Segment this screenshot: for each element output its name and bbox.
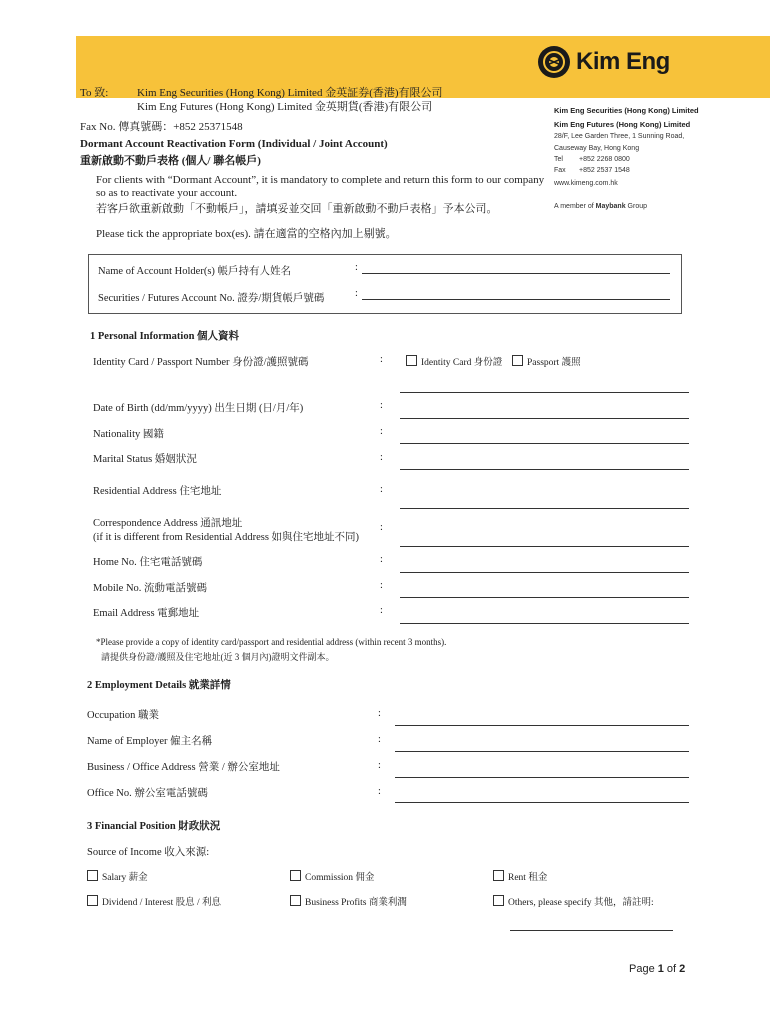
fax-number: Fax No. 傳真號碼：+852 25371548 [80,121,243,133]
mobile-number-label: Mobile No. 流動電話號碼 [93,583,208,594]
tick-instruction: Please tick the appropriate box(es). 請在適當的空格內加上剔號。 [96,228,397,240]
marital-status-label: Marital Status 婚姻狀況 [93,454,197,465]
email-label: Email Address 電郵地址 [93,608,200,619]
intro-line-2: so as to reactivate your account. [96,187,238,199]
passport-checkbox[interactable] [512,355,523,366]
page-number: Page 1 of 2 [629,963,686,975]
nationality-field[interactable] [400,443,689,444]
residential-address-field[interactable] [400,508,689,509]
income-source-label: Source of Income 收入來源: [87,847,210,858]
correspondence-address-note: (if it is different from Residential Address 如與住宅地址不同) [93,532,360,543]
dividend-checkbox[interactable] [87,895,98,906]
home-number-label: Home No. 住宅電話號碼 [93,557,203,568]
id-copy-note-zh: 請提供身份證/護照及住宅地址(近 3 個月內)證明文件副本。 [101,652,335,662]
correspondence-address-colon: : [380,522,383,533]
commission-option: Commission 佣金 [305,873,375,883]
company-name-1: Kim Eng Securities (Hong Kong) Limited [554,106,699,115]
section-2-heading: 2 Employment Details 就業詳情 [87,680,231,691]
employer-colon: : [378,734,381,745]
office-number-field[interactable] [395,802,689,803]
company-tel-label: Tel [554,156,563,163]
residential-address-colon: : [380,484,383,495]
others-checkbox[interactable] [493,895,504,906]
mobile-number-colon: : [380,580,383,591]
account-number-colon: : [355,288,358,299]
form-title-zh: 重新啟動不動戶表格 (個人/ 聯名帳戶) [80,155,261,167]
correspondence-address-field[interactable] [400,546,689,547]
correspondence-address-label: Correspondence Address 通訊地址 [93,518,243,529]
intro-line-3: 若客戶欲重新啟動「不動帳戶」，請填妥並交回「重新啟動不動戶表格」予本公司。 [96,203,498,215]
email-field[interactable] [400,623,689,624]
dob-label: Date of Birth (dd/mm/yyyy) 出生日期 (日/月/年) [93,403,304,414]
id-number-label: Identity Card / Passport Number 身份證/護照號碼 [93,357,309,368]
account-holder-label: Name of Account Holder(s) 帳戶持有人姓名 [98,266,292,277]
employer-label: Name of Employer 僱主名稱 [87,736,213,747]
account-holder-field[interactable] [362,273,670,274]
company-website[interactable]: www.kimeng.com.hk [554,180,618,187]
office-number-label: Office No. 辦公室電話號碼 [87,788,208,799]
business-address-field[interactable] [395,777,689,778]
business-profits-checkbox[interactable] [290,895,301,906]
dividend-option: Dividend / Interest 股息 / 利息 [102,898,221,908]
dob-colon: : [380,400,383,411]
intro-line-1: For clients with “Dormant Account”, it is mandatory to complete and return this form to our company [96,174,545,186]
home-number-field[interactable] [400,572,689,573]
business-address-colon: : [378,760,381,771]
kim-eng-logo [538,44,688,80]
occupation-colon: : [378,708,381,719]
company-fax: +852 2537 1548 [579,167,630,174]
form-title-en: Dormant Account Reactivation Form (Individual / Joint Account) [80,138,388,150]
salary-option: Salary 薪金 [102,873,148,883]
company-address-2: Causeway Bay, Hong Kong [554,145,640,152]
nationality-label: Nationality 國籍 [93,429,164,440]
nationality-colon: : [380,426,383,437]
salary-checkbox[interactable] [87,870,98,881]
dob-field[interactable] [400,418,689,419]
to-line-1: Kim Eng Securities (Hong Kong) Limited 金英証券(香港)有限公司 [137,87,443,99]
marital-status-colon: : [380,452,383,463]
others-option: Others, please specify 其他，請註明: [508,898,654,908]
maybank-member-note: A member of Maybank Group [554,203,648,210]
id-number-field[interactable] [400,392,689,393]
commission-checkbox[interactable] [290,870,301,881]
occupation-label: Occupation 職業 [87,710,160,721]
employer-field[interactable] [395,751,689,752]
identity-card-checkbox[interactable] [406,355,417,366]
company-tel: +852 2268 0800 [579,156,630,163]
rent-option: Rent 租金 [508,873,548,883]
to-label: To 致: [80,87,109,99]
passport-option: Passport 護照 [527,358,581,368]
occupation-field[interactable] [395,725,689,726]
to-line-2: Kim Eng Futures (Hong Kong) Limited 金英期貨(香港)有限公司 [137,101,433,113]
company-name-2: Kim Eng Futures (Hong Kong) Limited [554,120,691,129]
identity-card-option: Identity Card 身份證 [421,358,503,368]
id-copy-note-en: *Please provide a copy of identity card/passport and residential address (within recent 3 months). [96,637,447,647]
marital-status-field[interactable] [400,469,689,470]
office-number-colon: : [378,786,381,797]
home-number-colon: : [380,554,383,565]
business-profits-option: Business Profits 商業利潤 [305,898,407,908]
rent-checkbox[interactable] [493,870,504,881]
company-address-1: 28/F, Lee Garden Three, 1 Sunning Road, [554,133,685,140]
mobile-number-field[interactable] [400,597,689,598]
section-3-heading: 3 Financial Position 財政狀況 [87,821,221,832]
business-address-label: Business / Office Address 營業 / 辦公室地址 [87,762,280,773]
tiger-emblem-icon [538,46,570,78]
account-number-field[interactable] [362,299,670,300]
others-specify-field[interactable] [510,930,673,931]
logo-text: Kim Eng [576,48,670,75]
company-fax-label: Fax [554,167,566,174]
id-number-colon: : [380,354,383,365]
residential-address-label: Residential Address 住宅地址 [93,486,222,497]
account-number-label: Securities / Futures Account No. 證券/期貨帳戶號碼 [98,293,325,304]
section-1-heading: 1 Personal Information 個人資料 [90,331,240,342]
account-holder-colon: : [355,262,358,273]
email-colon: : [380,605,383,616]
